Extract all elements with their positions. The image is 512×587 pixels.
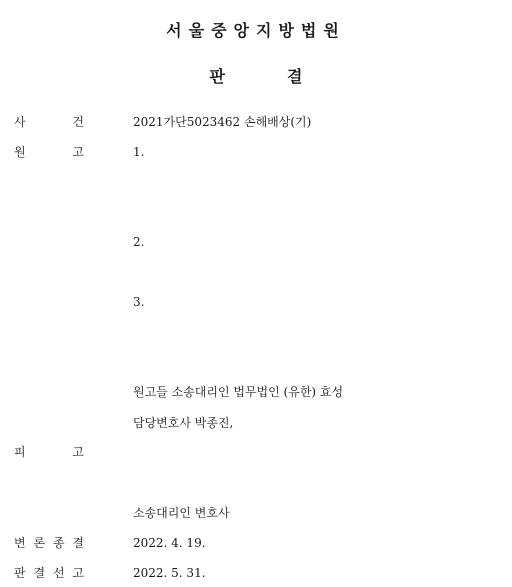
case-label [14, 114, 84, 130]
court-name: 서울중앙지방법원 [166, 21, 346, 40]
judgment-date-label-char: 고 [72, 566, 84, 580]
judgment-date-label-char: 결 [33, 566, 46, 580]
judgment-date: 2022. 5. 31. [133, 566, 206, 580]
argument-closed-label [14, 535, 84, 551]
argument-closed-label-char: 변 [14, 536, 26, 550]
document-title [0, 66, 512, 88]
argument-closed-date: 2022. 4. 19. [133, 536, 206, 550]
defendant-label-char: 고 [72, 445, 84, 459]
argument-closed-label-char: 결 [72, 536, 84, 550]
judgment-date-label-char: 선 [52, 566, 65, 580]
plaintiff-label-char: 고 [72, 145, 84, 159]
plaintiff-item: 2. [133, 235, 145, 249]
judgment-date-label [14, 565, 84, 581]
document-title-char-2: 결 [287, 67, 303, 86]
plaintiff-lawyer: 담당변호사 박종진, [133, 416, 234, 430]
plaintiff-item: 3. [133, 295, 145, 309]
judgment-date-label-char: 판 [14, 566, 26, 580]
case-label-char: 사 [14, 115, 26, 129]
plaintiff-counsel: 원고들 소송대리인 법무법인 (유한) 효성 [133, 385, 344, 399]
defendant-counsel: 소송대리인 변호사 [133, 506, 230, 520]
defendant-label [14, 444, 84, 460]
defendant-label-char: 피 [14, 445, 26, 459]
plaintiff-label-char: 원 [14, 145, 26, 159]
case-number: 2021가단5023462 손해배상(기) [133, 115, 312, 129]
argument-closed-label-char: 론 [33, 536, 46, 550]
plaintiff-label [14, 144, 84, 160]
plaintiff-item: 1. [133, 145, 145, 159]
document-title-char-1: 판 [209, 67, 225, 86]
argument-closed-label-char: 종 [52, 536, 65, 550]
case-label-char: 건 [72, 115, 84, 129]
